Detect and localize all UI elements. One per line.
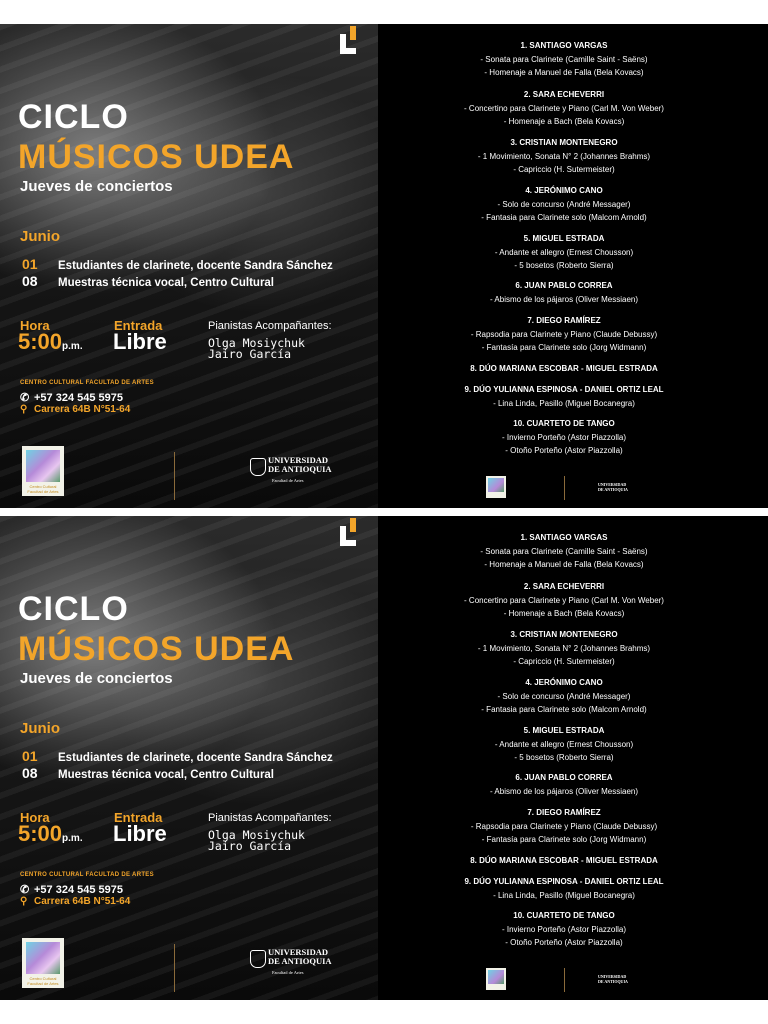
date-row — [22, 273, 274, 289]
month-label: Junio — [20, 720, 60, 737]
poster-left-panel — [0, 516, 378, 1000]
whatsapp-icon: ✆ — [20, 392, 30, 404]
program-entry: 4. JERÓNIMO CANO - Solo de concurso (André Messager) - Fantasia para Clarinete solo (Malcom Arnold) — [481, 678, 647, 714]
poster-top — [0, 24, 768, 508]
program-entry: 5. MIGUEL ESTRADA - Andante et allegro (Ernest Chousson) - 5 bosetos (Roberto Sierra) — [494, 234, 634, 270]
program-entry: 7. DIEGO RAMÍREZ - Rapsodia para Clarinete y Piano (Claude Debussy) - Fantasía para Clarinete solo (Jorg Widmann) — [470, 808, 658, 844]
program-entry: 7. DIEGO RAMÍREZ - Rapsodia para Clarinete y Piano (Claude Debussy) - Fantasía para Clarinete solo (Jorg Widmann) — [470, 316, 658, 352]
venue-label: CENTRO CULTURAL FACULTAD DE ARTES — [20, 872, 154, 878]
l-logo-icon — [340, 518, 358, 546]
entrada-label: Entrada — [114, 810, 163, 825]
university-line1: UNIVERSIDAD — [268, 455, 328, 465]
address: Carrera 64B N°51-64 — [34, 896, 131, 907]
program-entry: 4. JERÓNIMO CANO - Solo de concurso (André Messager) - Fantasia para Clarinete solo (Malcom Arnold) — [481, 186, 647, 222]
faculty-name: Facultad de Artes — [272, 478, 304, 483]
whatsapp-icon: ✆ — [20, 884, 30, 896]
entrada-label: Entrada — [114, 318, 163, 333]
pianist-name: Olga Mosiychuk — [208, 336, 305, 350]
program-entry: 8. DÚO MARIANA ESCOBAR - MIGUEL ESTRADA — [470, 856, 658, 865]
poster-left-panel — [0, 24, 378, 508]
location-pin-icon: ⚲ — [20, 896, 28, 907]
phone-number: +57 324 545 5975 — [34, 884, 124, 896]
hora-value — [18, 821, 83, 847]
date-row — [22, 748, 333, 764]
phone-line — [20, 391, 123, 404]
l-logo-icon — [340, 26, 358, 54]
hora-label: Hora — [20, 318, 50, 333]
phone-line — [20, 883, 123, 896]
month-label: Junio — [20, 228, 60, 245]
divider — [174, 452, 175, 500]
divider — [174, 944, 175, 992]
program-entry: 6. JUAN PABLO CORREA - Abismo de los pájaros (Oliver Messiaen) — [489, 281, 639, 304]
date-day: 08 — [22, 273, 38, 289]
hora-suffix: p.m. — [62, 341, 83, 352]
date-row — [22, 765, 274, 781]
phone-number: +57 324 545 5975 — [34, 392, 124, 404]
program-entry: 1. SANTIAGO VARGAS - Sonata para Clarinete (Camille Saint - Saëns) - Homenaje a Manuel de Falla (Bela Kovacs) — [480, 533, 648, 569]
university-line2: DE ANTIOQUIA — [268, 956, 332, 966]
university-logo-small: UNIVERSIDAD DE ANTIOQUIA — [598, 482, 628, 492]
hora-time: 5:00 — [18, 821, 63, 846]
title-line1: CICLO — [18, 98, 129, 136]
pianist-name: Jairo García — [208, 839, 292, 853]
date-day: 08 — [22, 765, 38, 781]
program-panel — [378, 516, 768, 1000]
hora-suffix: p.m. — [62, 833, 83, 844]
program-entry: 9. DÚO YULIANNA ESPINOSA - DANIEL ORTIZ LEAL - Lina Linda, Pasillo (Miguel Bocanegra) — [464, 385, 664, 408]
university-seal-icon — [250, 458, 266, 476]
divider — [564, 968, 565, 992]
location-pin-icon: ⚲ — [20, 404, 28, 415]
program-entry: 3. CRISTIAN MONTENEGRO - 1 Movimiento, Sonata N° 2 (Johannes Brahms) - Capriccio (H. Sutermeister) — [477, 138, 651, 174]
program-panel — [378, 24, 768, 508]
program-entry: 2. SARA ECHEVERRI - Concertino para Clarinete y Piano (Carl M. Von Weber) - Homenaje a Bach (Bela Kovacs) — [464, 90, 664, 126]
date-day: 01 — [22, 748, 38, 764]
date-text: Estudiantes de clarinete, docente Sandra Sánchez — [58, 260, 333, 272]
program-entry: 6. JUAN PABLO CORREA - Abismo de los pájaros (Oliver Messiaen) — [489, 773, 639, 796]
title-line2: MÚSICOS UDEA — [18, 630, 295, 668]
program-entry: 1. SANTIAGO VARGAS - Sonata para Clarinete (Camille Saint - Saëns) - Homenaje a Manuel de Falla (Bela Kovacs) — [480, 41, 648, 77]
hora-time: 5:00 — [18, 329, 63, 354]
divider — [564, 476, 565, 500]
cultural-center-stamp — [22, 938, 64, 988]
date-text: Muestras técnica vocal, Centro Cultural — [58, 277, 275, 289]
subtitle: Jueves de conciertos — [20, 178, 173, 195]
venue-label: CENTRO CULTURAL FACULTAD DE ARTES — [20, 380, 154, 386]
stamp-text: Centro Cultural Facultad de Artes — [27, 484, 59, 494]
date-text: Estudiantes de clarinete, docente Sandra Sánchez — [58, 752, 333, 764]
university-logo-small: UNIVERSIDAD DE ANTIOQUIA — [598, 974, 628, 984]
pianist-name: Olga Mosiychuk — [208, 828, 305, 842]
cultural-center-stamp-small — [486, 476, 506, 498]
pianists-title: Pianistas Acompañantes: — [208, 320, 332, 332]
address: Carrera 64B N°51-64 — [34, 404, 131, 415]
hora-value — [18, 329, 83, 355]
entrada-value: Libre — [113, 329, 167, 354]
university-seal-icon — [250, 950, 266, 968]
pianists-title: Pianistas Acompañantes: — [208, 812, 332, 824]
program-entry: 9. DÚO YULIANNA ESPINOSA - DANIEL ORTIZ LEAL - Lina Linda, Pasillo (Miguel Bocanegra) — [464, 877, 664, 900]
title-line2: MÚSICOS UDEA — [18, 138, 295, 176]
university-line2: DE ANTIOQUIA — [268, 464, 332, 474]
program-entry: 2. SARA ECHEVERRI - Concertino para Clarinete y Piano (Carl M. Von Weber) - Homenaje a Bach (Bela Kovacs) — [464, 582, 664, 618]
subtitle: Jueves de conciertos — [20, 670, 173, 687]
university-line1: UNIVERSIDAD — [268, 947, 328, 957]
title-line1: CICLO — [18, 590, 129, 628]
address-line — [20, 896, 130, 907]
poster-bottom — [0, 516, 768, 1000]
program-entry: 10. CUARTETO DE TANGO - Invierno Porteño (Astor Piazzolla) - Otoño Porteño (Astor Piazzolla) — [501, 419, 627, 455]
hora-label: Hora — [20, 810, 50, 825]
cultural-center-stamp-small — [486, 968, 506, 990]
cultural-center-stamp — [22, 446, 64, 496]
entrada-value: Libre — [113, 821, 167, 846]
program-entry: 3. CRISTIAN MONTENEGRO - 1 Movimiento, Sonata N° 2 (Johannes Brahms) - Capriccio (H. Sutermeister) — [477, 630, 651, 666]
address-line — [20, 404, 130, 415]
date-day: 01 — [22, 256, 38, 272]
pianist-name: Jairo García — [208, 347, 292, 361]
program-entry: 8. DÚO MARIANA ESCOBAR - MIGUEL ESTRADA — [470, 364, 658, 373]
program-entry: 10. CUARTETO DE TANGO - Invierno Porteño (Astor Piazzolla) - Otoño Porteño (Astor Piazzolla) — [501, 911, 627, 947]
stamp-text: Centro Cultural Facultad de Artes — [27, 976, 59, 986]
faculty-name: Facultad de Artes — [272, 970, 304, 975]
date-row — [22, 256, 333, 272]
date-text: Muestras técnica vocal, Centro Cultural — [58, 769, 275, 781]
program-entry: 5. MIGUEL ESTRADA - Andante et allegro (Ernest Chousson) - 5 bosetos (Roberto Sierra) — [494, 726, 634, 762]
